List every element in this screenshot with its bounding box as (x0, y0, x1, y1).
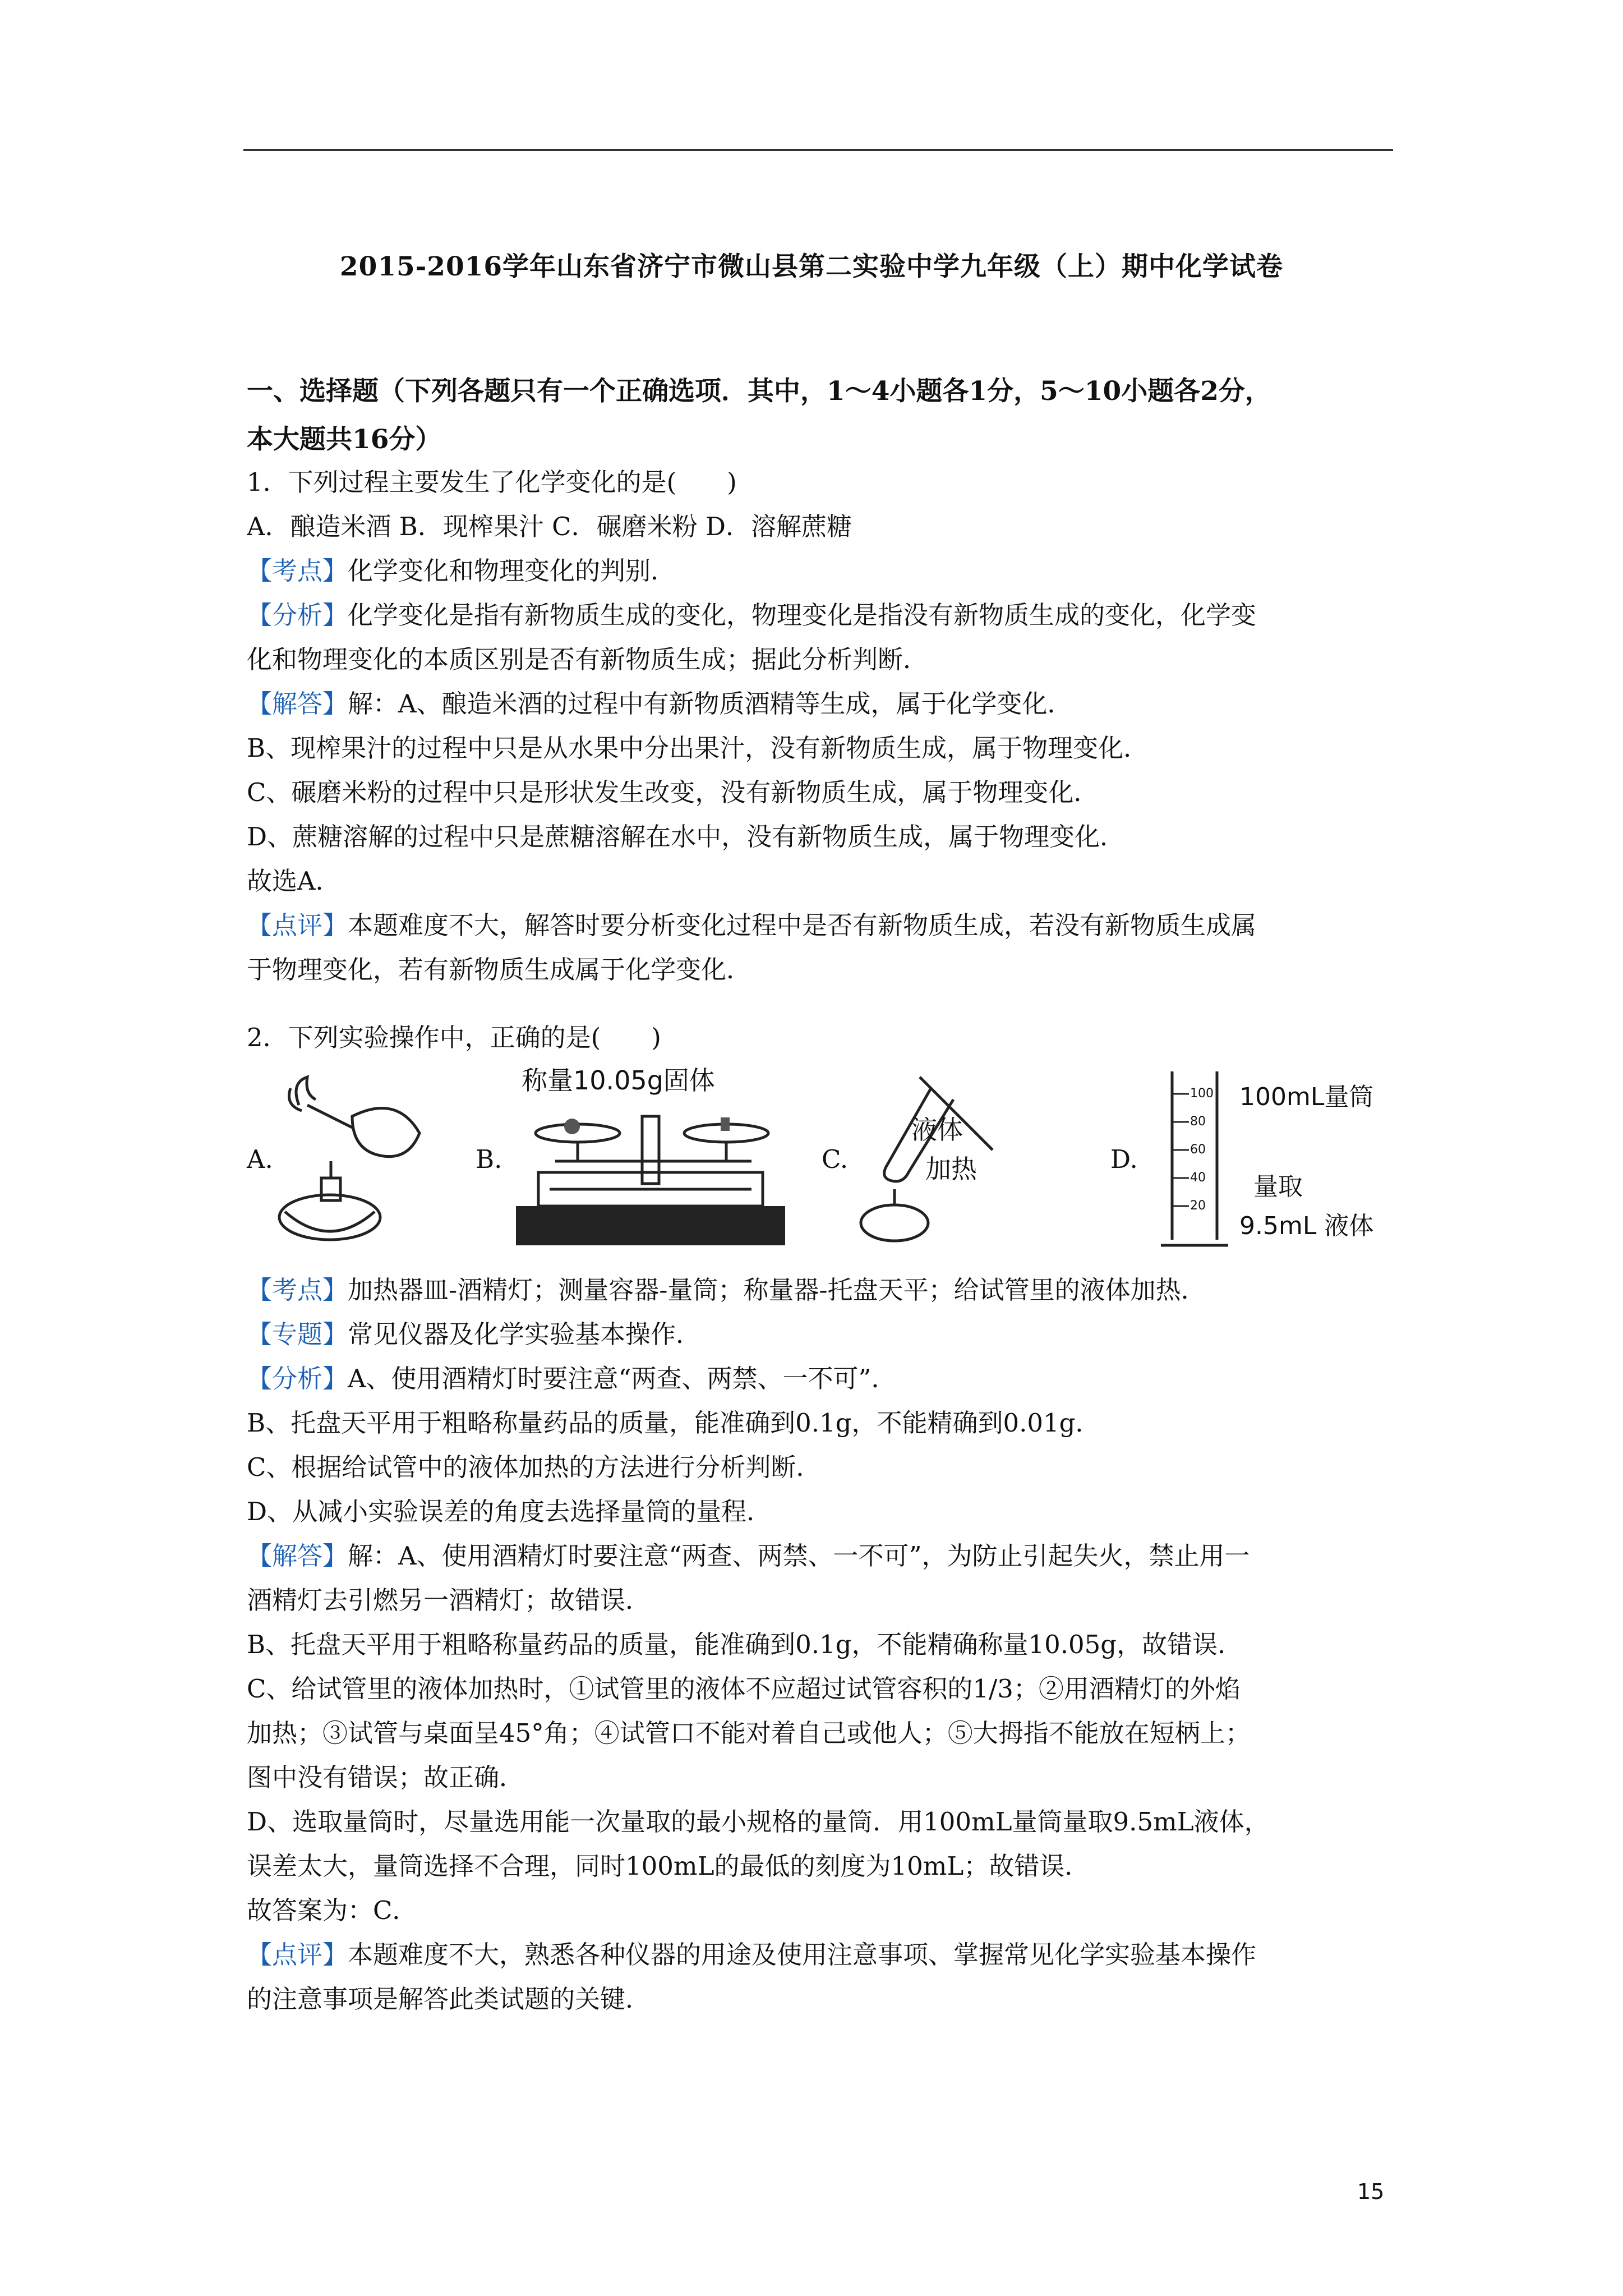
dianping-line: 于物理变化，若有新物质生成属于化学变化． (247, 955, 752, 984)
option-a-label: A. (247, 1144, 273, 1174)
jieda-line: C、碾磨米粉的过程中只是形状发生改变，没有新物质生成，属于物理变化． (247, 777, 1099, 807)
answer-line: 故选A． (247, 866, 341, 896)
jieda-text: 解：A、使用酒精灯时要注意“两查、两禁、一不可”，为防止引起失火，禁止用一 (348, 1541, 1250, 1571)
question-2-figures (0, 1060, 1623, 1262)
dianping-tag: 【点评】 (247, 1940, 348, 1970)
question-stem: 1．下列过程主要发生了化学变化的是( ) (247, 467, 737, 497)
fenxi-line (247, 1356, 1402, 1401)
dianping-text: 本题难度不大，熟悉各种仪器的用途及使用注意事项、掌握常见化学实验基本操作 (348, 1940, 1257, 1970)
fig-c-label-liquid: 液体 (911, 1115, 963, 1145)
page-title: 2015-2016学年山东省济宁市微山县第二实验中学九年级（上）期中化学试卷 (339, 251, 1284, 282)
kaodian-line (247, 1268, 1402, 1312)
jieda-line: 图中没有错误；故正确． (247, 1763, 525, 1792)
jieda-tag: 【解答】 (247, 689, 348, 719)
zhuanti-tag: 【专题】 (247, 1319, 348, 1349)
jieda-line: 加热；③试管与桌面呈45°角；④试管口不能对着自己或他人；⑤大拇指不能放在短柄上； (247, 1718, 1251, 1748)
jieda-line (247, 682, 1402, 726)
jieda-line: 误差太大，量筒选择不合理，同时100mL的最低的刻度为10mL；故错误． (247, 1851, 1090, 1881)
balance-weighing-figure (505, 1060, 796, 1262)
question-stem: 2．下列实验操作中，正确的是( ) (247, 1023, 661, 1052)
fig-b-caption: 称量10.05g固体 (522, 1065, 715, 1096)
fenxi-text: 化学变化是指有新物质生成的变化，物理变化是指没有新物质生成的变化，化学变 (348, 600, 1257, 630)
jieda-line: C、给试管里的液体加热时，①试管里的液体不应超过试管容积的1/3；②用酒精灯的外焰 (247, 1674, 1241, 1704)
question-2-stem (247, 1015, 1402, 1060)
option-d-label: D. (1110, 1144, 1138, 1174)
dianping-line: 的注意事项是解答此类试题的关键． (247, 1984, 651, 2014)
question-1 (247, 460, 1402, 992)
answer-line: 故答案为：C． (247, 1895, 418, 1925)
fenxi-line: D、从减小实验误差的角度去选择量筒的量程． (247, 1497, 772, 1526)
fig-d-label-volume: 9.5mL 液体 (1239, 1212, 1374, 1240)
graduated-cylinder-figure (1155, 1060, 1413, 1257)
kaodian-line (247, 549, 1402, 593)
fenxi-line: B、托盘天平用于粗略称量药品的质量，能准确到0.1g，不能精确到0.01g． (247, 1408, 1101, 1438)
kaodian-tag: 【考点】 (247, 1275, 348, 1305)
jieda-line: B、现榨果汁的过程中只是从水果中分出果汁，没有新物质生成，属于物理变化． (247, 733, 1149, 763)
fenxi-line: C、根据给试管中的液体加热的方法进行分析判断． (247, 1452, 822, 1482)
jieda-line: D、蔗糖溶解的过程中只是蔗糖溶解在水中，没有新物质生成，属于物理变化． (247, 822, 1126, 852)
zhuanti-text: 常见仪器及化学实验基本操作． (348, 1319, 702, 1349)
kaodian-text: 化学变化和物理变化的判别． (348, 556, 676, 586)
page-number: 15 (1357, 2179, 1385, 2204)
fenxi-text: A、使用酒精灯时要注意“两查、两禁、一不可”． (348, 1364, 897, 1393)
option-b-label: B. (476, 1144, 502, 1174)
jieda-line: 酒精灯去引燃另一酒精灯；故错误． (247, 1585, 651, 1615)
fenxi-tag: 【分析】 (247, 600, 348, 630)
fig-d-tick: 60 (1190, 1143, 1206, 1157)
fenxi-line: 化和物理变化的本质区别是否有新物质生成；据此分析判断． (247, 645, 929, 674)
kaodian-tag: 【考点】 (247, 556, 348, 586)
fig-d-tick: 40 (1190, 1171, 1206, 1185)
option-c-label: C. (822, 1144, 849, 1174)
zhuanti-line (247, 1312, 1402, 1356)
header-rule (243, 149, 1393, 151)
section-heading-line: 一、选择题（下列各题只有一个正确选项．其中，1～4小题各1分，5～10小题各2分， (247, 376, 1271, 407)
fig-c-label-heat: 加热 (925, 1154, 977, 1184)
alcohol-lamp-lighting-figure (268, 1071, 436, 1257)
test-tube-heating-figure (847, 1066, 1060, 1257)
jieda-text: 解：A、酿造米酒的过程中有新物质酒精等生成，属于化学变化． (348, 689, 1073, 719)
fenxi-tag: 【分析】 (247, 1364, 348, 1393)
dianping-text: 本题难度不大，解答时要分析变化过程中是否有新物质生成，若没有新物质生成属 (348, 910, 1257, 940)
jieda-tag: 【解答】 (247, 1541, 348, 1571)
dianping-tag: 【点评】 (247, 910, 348, 940)
fig-d-label-cylinder: 100mL量筒 (1239, 1083, 1374, 1111)
fig-d-tick: 20 (1190, 1199, 1206, 1213)
fig-d-label-measure: 量取 (1253, 1172, 1303, 1201)
section-heading (247, 367, 1396, 464)
fig-d-tick: 80 (1190, 1115, 1206, 1129)
question-options: A．酿造米酒 B．现榨果汁 C．碾磨米粉 D．溶解蔗糖 (247, 512, 852, 541)
jieda-line (247, 1534, 1402, 1578)
question-2-explanation (247, 1268, 1402, 2021)
section-heading-line: 本大题共16分） (247, 424, 442, 455)
jieda-line: B、托盘天平用于粗略称量药品的质量，能准确到0.1g，不能精确称量10.05g，故错误． (247, 1630, 1243, 1659)
fig-d-tick: 100 (1190, 1087, 1214, 1101)
jieda-line: D、选取量筒时，尽量选用能一次量取的最小规格的量筒．用100mL量筒量取9.5mL液体， (247, 1807, 1270, 1837)
fenxi-line (247, 593, 1402, 637)
dianping-line (247, 903, 1402, 947)
kaodian-text: 加热器皿-酒精灯；测量容器-量筒；称量器-托盘天平；给试管里的液体加热． (348, 1275, 1206, 1305)
dianping-line (247, 1932, 1402, 1977)
